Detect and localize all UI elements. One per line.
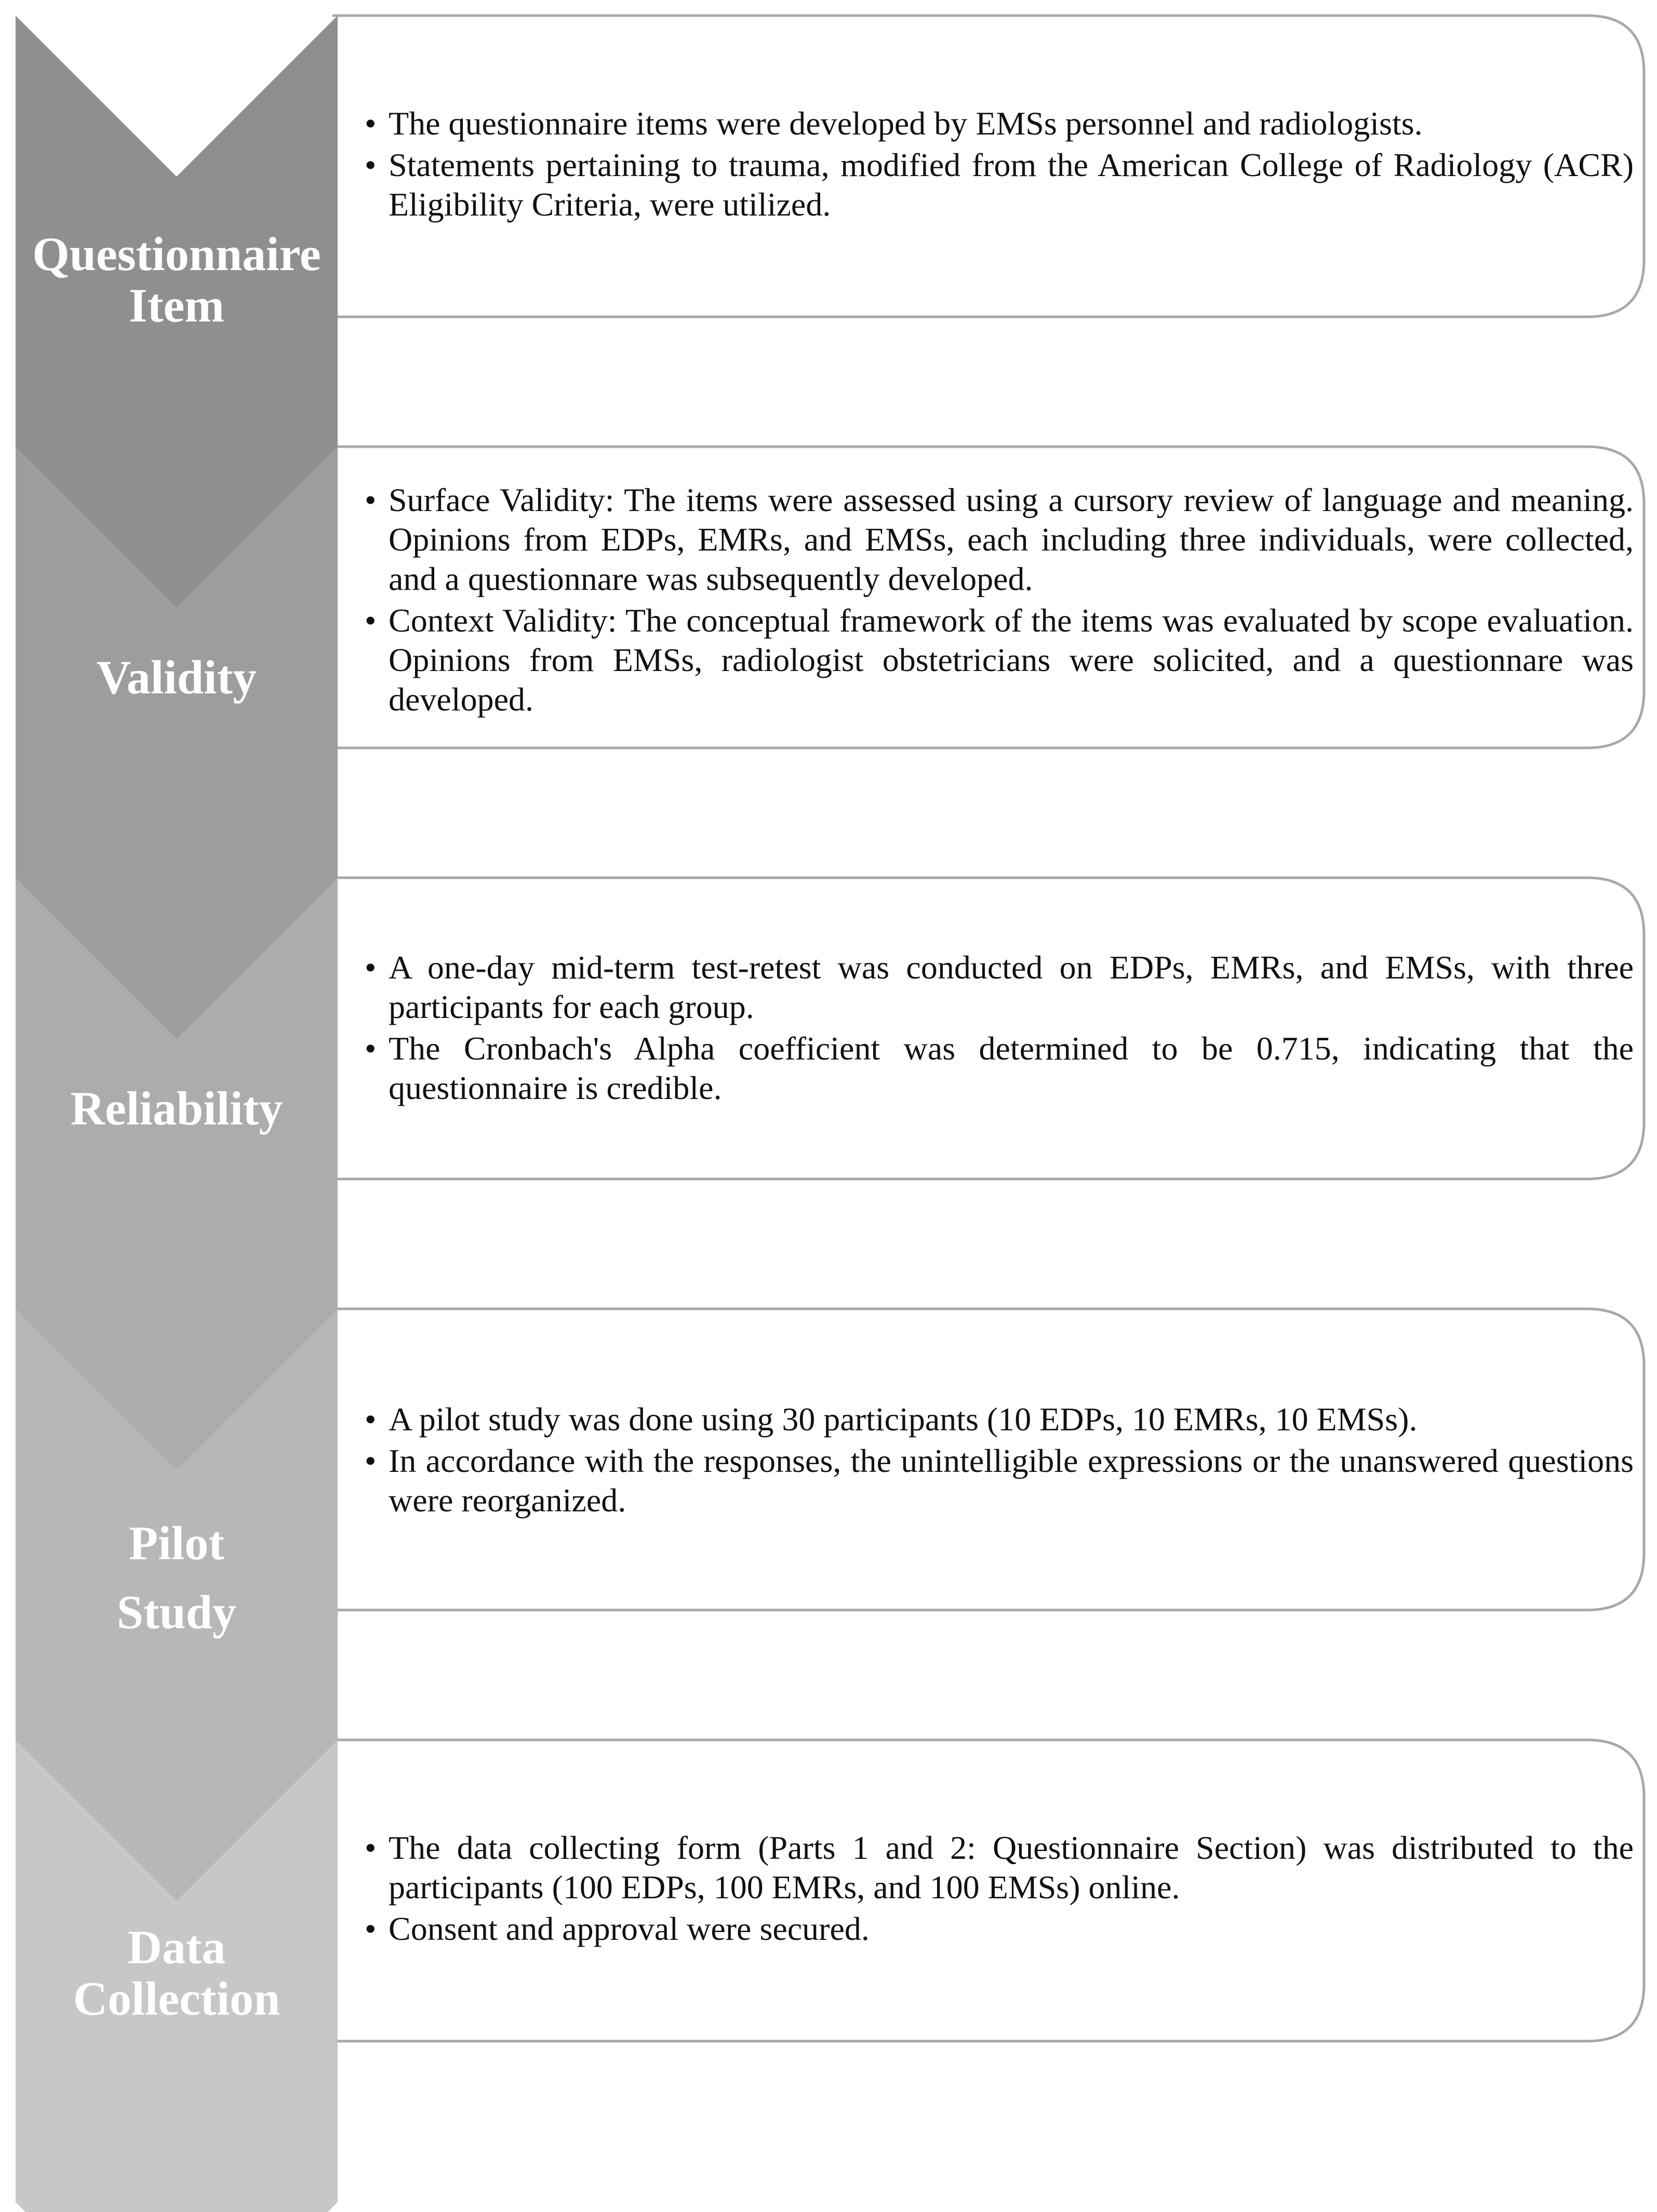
stage-text-pilot-study xyxy=(364,1400,1634,1522)
stage-label-line: Validity xyxy=(96,651,257,704)
stage-label-line: Data xyxy=(127,1921,226,1974)
stage-text-data-collection xyxy=(364,1828,1634,1951)
bullet-item: • A one-day mid-term test-retest was conducted on EDPs, EMRs, and EMSs, with three participants for each group. xyxy=(364,948,1634,1027)
bullet-item: • A pilot study was done using 30 participants (10 EDPs, 10 EMRs, 10 EMSs). xyxy=(364,1400,1634,1439)
bullet-item: • Context Validity: The conceptual framework of the items was evaluated by scope evaluation. Opinions from EMSs, radiologist obstetricians were solicited, and a questionnare was developed. xyxy=(364,601,1634,719)
bullet-item: • The Cronbach's Alpha coefficient was determined to be 0.715, indicating that the questionnaire is credible. xyxy=(364,1029,1634,1108)
stage-label-line: Reliability xyxy=(70,1082,283,1135)
bullet-item: • Surface Validity: The items were assessed using a cursory review of language and meaning. Opinions from EDPs, EMRs, and EMSs, each including three individuals, were collected, and a questionnare was subsequently developed. xyxy=(364,480,1634,599)
bullet-list xyxy=(364,948,1634,1108)
stage-label-line: Item xyxy=(129,279,224,332)
bullet-item: • In accordance with the responses, the unintelligible expressions or the unanswered questions were reorganized. xyxy=(364,1441,1634,1520)
stage-label-line: Pilot xyxy=(129,1517,224,1570)
bullet-list xyxy=(364,104,1634,224)
stage-label-line: Collection xyxy=(73,1972,280,2026)
stage-text-questionnaire-item xyxy=(364,104,1634,226)
stage-label-line: Questionnaire xyxy=(32,227,321,280)
bullet-item: • The data collecting form (Parts 1 and 2: Questionnaire Section) was distributed to the participants (100 EDPs, 100 EMRs, and 100 EMSs) online. xyxy=(364,1828,1634,1907)
bullet-item: • Consent and approval were secured. xyxy=(364,1909,1634,1949)
bullet-list xyxy=(364,1828,1634,1949)
stage-text-reliability xyxy=(364,948,1634,1110)
stage-text-validity xyxy=(364,480,1634,721)
stage-label-questionnaire-item xyxy=(16,229,338,332)
bullet-list xyxy=(364,1400,1634,1520)
stage-label-reliability xyxy=(16,1083,338,1134)
stage-label-pilot-study xyxy=(16,1509,338,1647)
bullet-list xyxy=(364,480,1634,719)
bullet-item: • Statements pertaining to trauma, modified from the American College of Radiology (ACR) Eligibility Criteria, were utilized. xyxy=(364,145,1634,224)
bullet-item: • The questionnaire items were developed by EMSs personnel and radiologists. xyxy=(364,104,1634,143)
stage-label-data-collection xyxy=(16,1922,338,2025)
stage-label-line: Study xyxy=(116,1586,237,1639)
stage-label-validity xyxy=(16,652,338,703)
